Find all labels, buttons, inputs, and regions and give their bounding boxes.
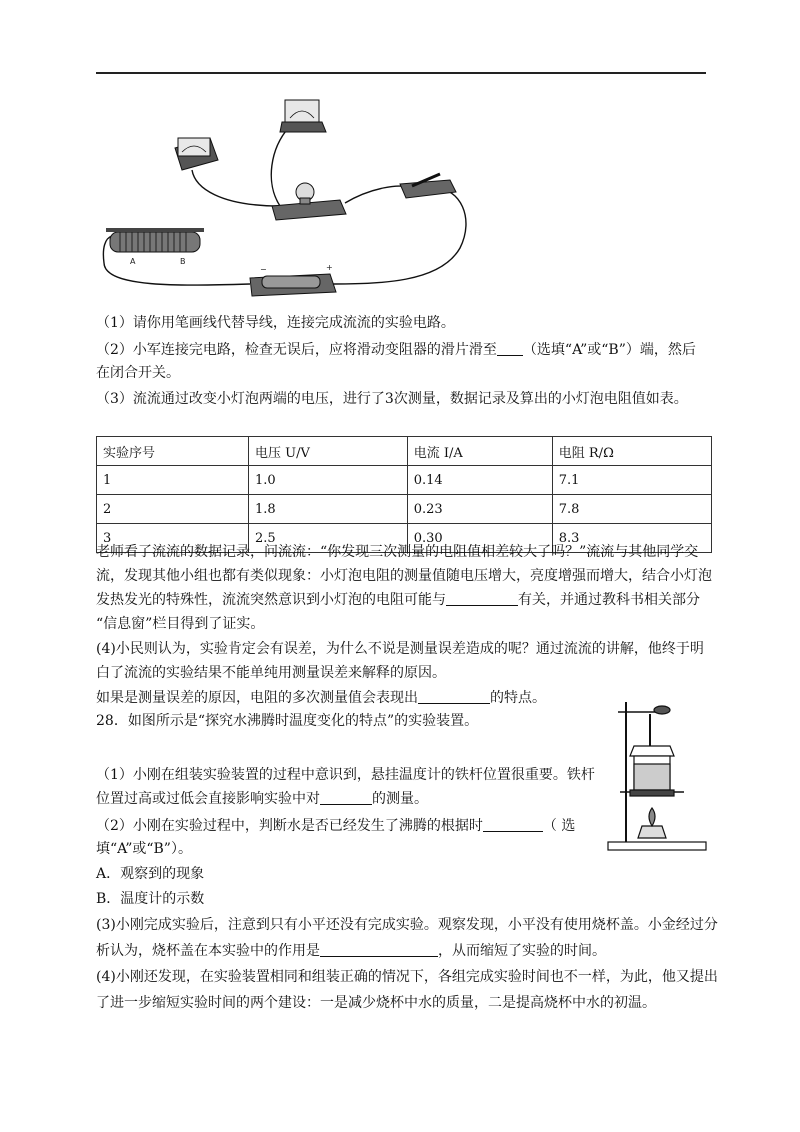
table-cell: 1.8 — [249, 495, 408, 524]
q28-part3-line1: (3)小刚完成实验后，注意到只有小平还没有完成实验。观察发现，小平没有使用烧杯盖。小金经过分 — [96, 917, 718, 933]
q27-part4-text-a: 如果是测量误差的原因，电阻的多次测量值会表现出 — [96, 690, 418, 706]
q27-teacher-line3 — [96, 591, 708, 609]
q28-part1-line1: （1）小刚在组装实验装置的过程中意识到，悬挂温度计的铁杆位置很重要。铁杆 — [96, 767, 595, 783]
q28-part2-line2: 填“A”或“B”）。 — [96, 841, 192, 857]
q27-part2-line2: 在闭合开关。 — [96, 365, 180, 381]
table-header-cell: 电压 U/V — [249, 437, 408, 466]
table-cell: 0.14 — [407, 466, 552, 495]
battery-icon — [250, 274, 336, 296]
q27-part3: （3）流流通过改变小灯泡两端的电压，进行了3次测量，数据记录及算出的小灯泡电阻值如表。 — [96, 391, 688, 407]
q28-part4-line2: 了进一步缩短实验时间的两个建设：一是减少烧杯中水的质量，二是提高烧杯中水的初温。 — [96, 995, 656, 1011]
q28-option-a: A．观察到的现象 — [96, 866, 205, 882]
voltmeter-icon — [280, 100, 326, 132]
table-cell: 0.30 — [407, 524, 552, 553]
answer-blank-measurement[interactable] — [320, 790, 372, 805]
ammeter-icon — [175, 138, 218, 170]
q28-part2-text-a: （2）小刚在实验过程中，判断水是否已经发生了沸腾的根据时 — [96, 818, 483, 834]
q28-part2-text-b: （ 选 — [542, 818, 576, 834]
q27-teacher-text-b: 有关，并通过教科书相关部分 — [518, 592, 700, 608]
table-header-cell: 电阻 R/Ω — [552, 437, 711, 466]
table-cell: 2 — [97, 495, 249, 524]
q28-part1-text-b: 的测量。 — [372, 791, 428, 807]
q28-part3-line2 — [96, 942, 708, 960]
q27-part4-text-b: 的特点。 — [490, 690, 546, 706]
lamp-icon — [272, 183, 346, 220]
q27-teacher-line4: “信息窗”栏目得到了证实。 — [96, 616, 265, 632]
answer-blank-lid-function[interactable] — [320, 942, 438, 957]
boiling-apparatus-diagram — [604, 694, 710, 856]
q27-part4-line2: 白了流流的实验结果不能单纯用测量误差来解释的原因。 — [96, 665, 446, 681]
q28-part3-text-a: 析认为，烧杯盖在本实验中的作用是 — [96, 943, 320, 959]
circuit-diagram — [100, 88, 500, 308]
table-row — [97, 495, 712, 524]
q28-title: 28．如图所示是“探究水沸腾时温度变化的特点”的实验装置。 — [96, 713, 479, 729]
answer-blank-error-feature[interactable] — [418, 689, 490, 704]
q27-part2-text-b: （选填“A”或“B”）端，然后 — [522, 342, 696, 358]
table-cell: 1 — [97, 466, 249, 495]
rheostat-label-a: A — [130, 257, 136, 266]
table-cell: 8.3 — [552, 524, 711, 553]
table-cell: 7.8 — [552, 495, 711, 524]
table-header-row — [97, 437, 712, 466]
switch-icon — [400, 174, 456, 198]
q28-part2-line1 — [96, 817, 596, 835]
q27-teacher-line2: 流，发现其他小组也都有类似现象：小灯泡电阻的测量值随电压增大，亮度增强而增大，结合小灯泡 — [96, 568, 712, 584]
table-row — [97, 466, 712, 495]
q28-part3-text-b: ，从而缩短了实验的时间。 — [438, 943, 606, 959]
q28-part1-line2 — [96, 790, 596, 808]
table-cell: 0.23 — [407, 495, 552, 524]
answer-blank-rheostat-end[interactable] — [497, 341, 523, 356]
q28-part1-text-a: 位置过高或过低会直接影响实验中对 — [96, 791, 320, 807]
answer-blank-boiling-basis[interactable] — [483, 817, 543, 832]
q27-part2-text-a: （2）小军连接完电路，检查无误后，应将滑动变阻器的滑片滑至 — [96, 342, 497, 358]
table-header-cell: 实验序号 — [97, 437, 249, 466]
q27-part2-line1 — [96, 341, 708, 359]
table-cell: 1.0 — [249, 466, 408, 495]
header-rule — [96, 72, 706, 74]
q27-part4-line1: (4)小民则认为，实验肯定会有误差，为什么不说是测量误差造成的呢？通过流流的讲解，他终于明 — [96, 641, 704, 657]
table-cell: 2.5 — [249, 524, 408, 553]
q27-teacher-text-a: 发热发光的特殊性，流流突然意识到小灯泡的电阻可能与 — [96, 592, 446, 608]
battery-minus-label: − — [260, 265, 267, 274]
q28-part4-line1: (4)小刚还发现，在实验装置相同和组装正确的情况下，各组完成实验时间也不一样，为此，他又提出 — [96, 969, 718, 985]
battery-plus-label: + — [326, 263, 333, 272]
table-header-cell: 电流 I/A — [407, 437, 552, 466]
q27-part1: （1）请你用笔画线代替导线，连接完成流流的实验电路。 — [96, 315, 455, 331]
table-cell: 3 — [97, 524, 249, 553]
q28-option-b: B．温度计的示数 — [96, 891, 205, 907]
q27-teacher-line1: 老师看了流流的数据记录，问流流：“你发现三次测量的电阻值相差较大了吗？”流流与其他同学交 — [96, 544, 699, 560]
table-cell: 7.1 — [552, 466, 711, 495]
answer-blank-resistance-factor[interactable] — [446, 591, 518, 606]
rheostat-label-b: B — [180, 257, 186, 266]
rheostat-icon — [106, 228, 204, 252]
data-table — [96, 436, 712, 553]
